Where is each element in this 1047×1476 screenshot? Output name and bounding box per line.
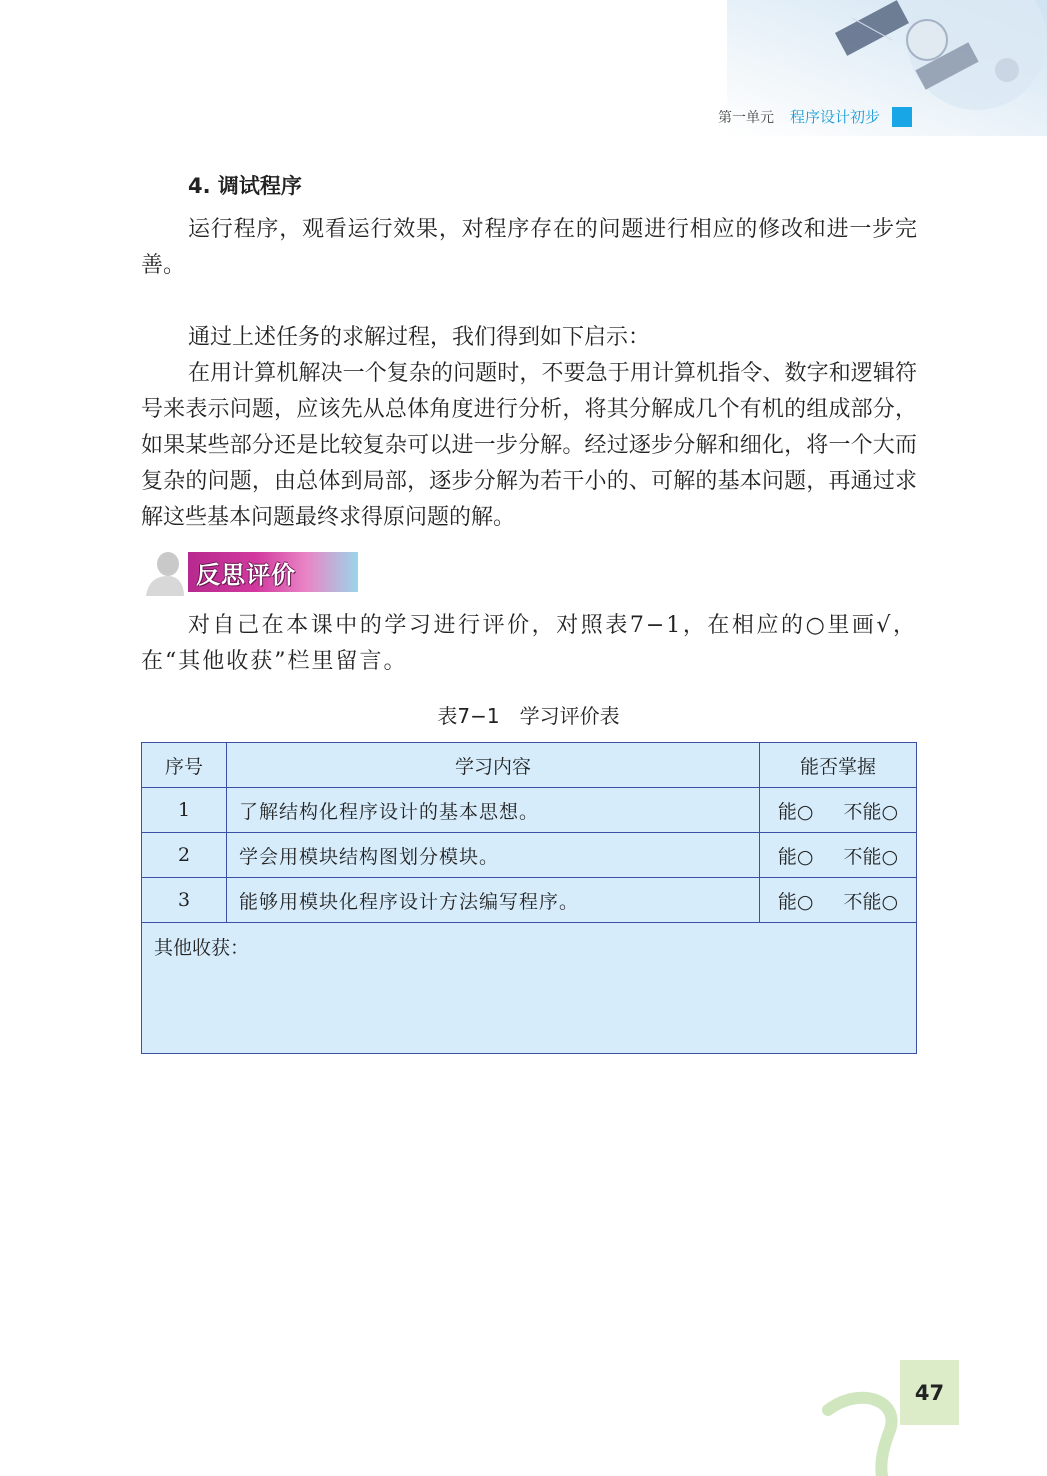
row-no: 3 bbox=[142, 878, 227, 923]
header-no: 序号 bbox=[142, 743, 227, 788]
table-row bbox=[142, 878, 917, 923]
row-content: 能够用模块化程序设计方法编写程序。 bbox=[227, 878, 760, 923]
chapter-title: 程序设计初步 bbox=[790, 108, 881, 126]
row-no: 2 bbox=[142, 833, 227, 878]
unit-label: 第一单元 bbox=[718, 109, 774, 126]
row-master bbox=[760, 878, 917, 923]
row-master bbox=[760, 788, 917, 833]
table-header-row bbox=[142, 743, 917, 788]
other-gains-cell[interactable]: 其他收获： bbox=[142, 923, 917, 1054]
reflection-badge bbox=[142, 550, 358, 596]
row-master bbox=[760, 833, 917, 878]
header-marker bbox=[892, 107, 912, 127]
person-silhouette-icon bbox=[142, 550, 186, 596]
row-no: 1 bbox=[142, 788, 227, 833]
option-yes[interactable]: 能○ bbox=[777, 800, 814, 823]
table-caption: 表7−1 学习评价表 bbox=[437, 704, 620, 728]
other-gains-row[interactable] bbox=[142, 923, 917, 1054]
evaluation-table bbox=[141, 742, 917, 1054]
paragraph-reflection: 对自己在本课中的学习进行评价，对照表7−1，在相应的○里画√，在“其他收获”栏里留言。 bbox=[141, 613, 917, 674]
paragraph-debug: 运行程序，观看运行效果，对程序存在的问题进行相应的修改和进一步完善。 bbox=[141, 217, 917, 278]
paragraph-insight: 在用计算机解决一个复杂的问题时，不要急于用计算机指令、数字和逻辑符号来表示问题，应该先从总体角度进行分析，将其分解成几个有机的组成部分，如果某些部分还是比较复杂可以进一步分解。经过逐步分解和细化，将一个大而复杂的问题，由总体到局部，逐步分解为若干小的、可解的基本问题，再通过求解这些基本问题最终求得原问题的解。 bbox=[141, 361, 917, 530]
badge-label: 反思评价 bbox=[196, 561, 296, 589]
option-yes[interactable]: 能○ bbox=[777, 890, 814, 913]
header-master: 能否掌握 bbox=[760, 743, 917, 788]
running-head bbox=[718, 106, 912, 127]
option-no[interactable]: 不能○ bbox=[843, 890, 899, 913]
paragraph-insight-intro: 通过上述任务的求解过程，我们得到如下启示： bbox=[188, 325, 651, 350]
option-no[interactable]: 不能○ bbox=[843, 845, 899, 868]
row-content: 学会用模块结构图划分模块。 bbox=[227, 833, 760, 878]
section-title: 4. 调试程序 bbox=[188, 174, 302, 198]
header-content: 学习内容 bbox=[227, 743, 760, 788]
page-number: 47 bbox=[900, 1360, 959, 1425]
option-no[interactable]: 不能○ bbox=[843, 800, 899, 823]
row-content: 了解结构化程序设计的基本思想。 bbox=[227, 788, 760, 833]
option-yes[interactable]: 能○ bbox=[777, 845, 814, 868]
table-row bbox=[142, 788, 917, 833]
table-row bbox=[142, 833, 917, 878]
